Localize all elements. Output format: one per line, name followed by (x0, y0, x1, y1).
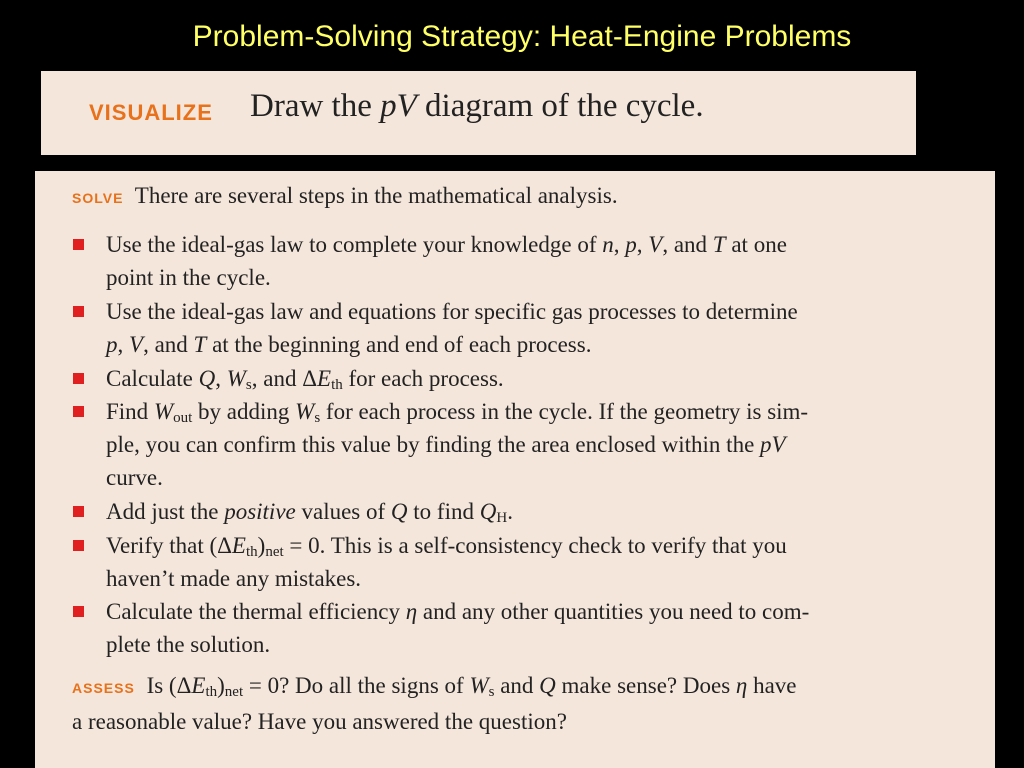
bullet-icon (73, 406, 84, 417)
solve-assess-panel (35, 171, 995, 768)
solve-step-2: Use the ideal-gas law and equations for specific gas processes to determine p, V, and T at the beginning and end of each process. (106, 299, 798, 357)
visualize-heading: VISUALIZE (89, 100, 213, 125)
assess-heading: ASSESS (72, 680, 135, 696)
bullet-icon (73, 239, 84, 250)
bullet-icon (73, 606, 84, 617)
bullet-icon (73, 373, 84, 384)
solve-step-5: Add just the positive values of Q to find $Q_H$. (106, 499, 513, 526)
solve-step-3: Calculate Q, $W_s$, and $\Delta E_{th}$ for each process. (106, 366, 504, 393)
solve-intro: SOLVE There are several steps in the mathematical analysis. (72, 183, 618, 208)
solve-step-1: Use the ideal-gas law to complete your knowledge of n, p, V, and T at one point in the cycle. (106, 232, 787, 290)
bullet-icon (73, 506, 84, 517)
visualize-text: Draw the pV diagram of the cycle. (250, 88, 704, 124)
solve-step-6: Verify that $(\Delta E_{th})_{net} = 0$. This is a self-consistency check to verify that you haven’t made any mistakes. (106, 533, 787, 591)
assess-text: ASSESS Is $(\Delta E_{th})_{net} = 0$? Do all the signs of $W_s$ and Q make sense? Does η have a reasonable value? Have you answered the question? (72, 673, 797, 734)
solve-step-7: Calculate the thermal efficiency η and any other quantities you need to com- plete the solution. (106, 599, 810, 657)
bullet-icon (73, 540, 84, 551)
visualize-panel (41, 71, 916, 155)
solve-heading: SOLVE (72, 190, 124, 206)
bullet-icon (73, 306, 84, 317)
solve-step-4: Find $W_{out}$ by adding $W_s$ for each process in the cycle. If the geometry is sim- ple, you can confirm this value by finding the area enclosed within the pV curve. (106, 399, 809, 490)
slide-title: Problem-Solving Strategy: Heat-Engine Problems (192, 20, 852, 53)
